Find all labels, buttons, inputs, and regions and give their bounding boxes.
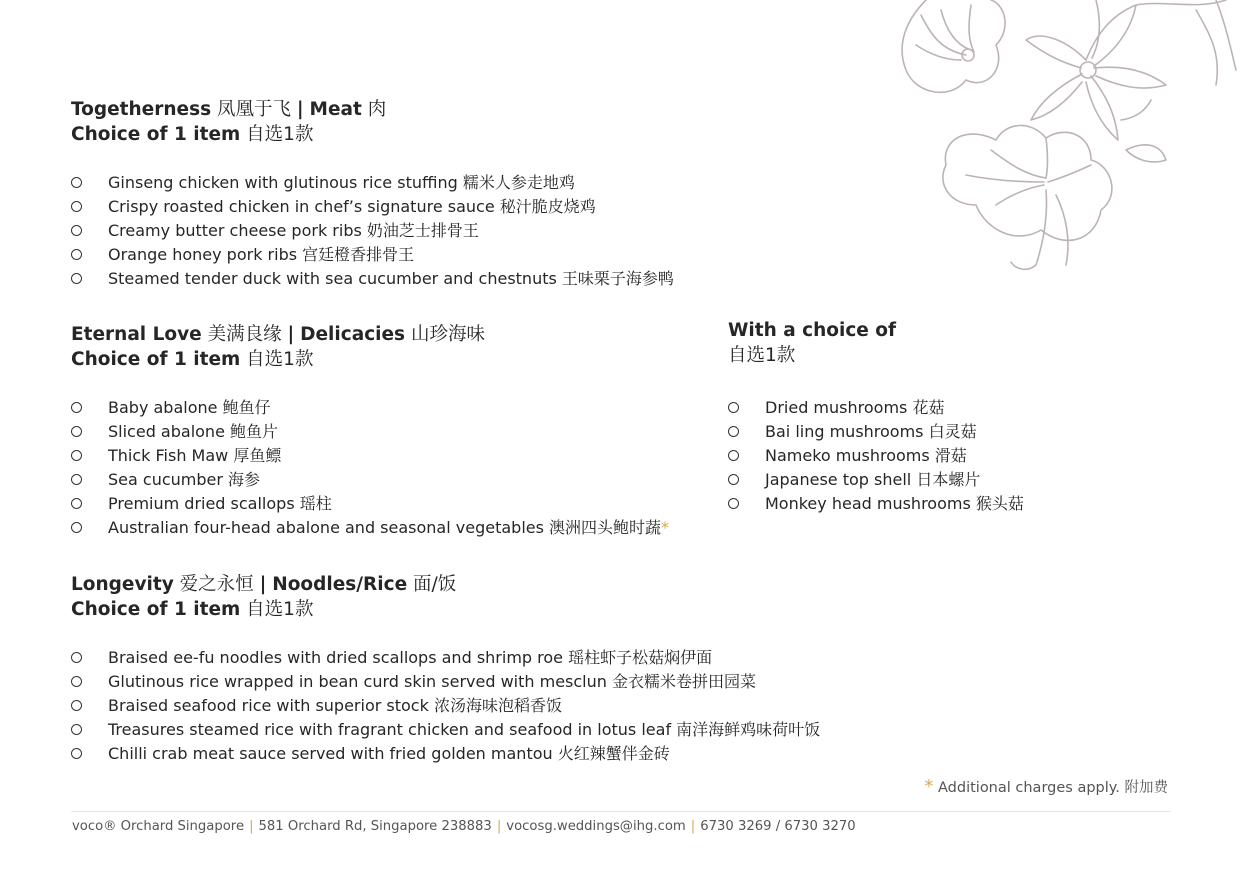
footer-separator: | xyxy=(496,819,502,834)
radio-button[interactable] xyxy=(71,177,82,188)
surcharge-note: * Additional charges apply. 附加费 xyxy=(924,776,1168,797)
radio-button[interactable] xyxy=(71,498,82,509)
radio-button[interactable] xyxy=(728,498,739,509)
radio-button[interactable] xyxy=(71,748,82,759)
footer-divider xyxy=(71,811,1171,812)
section-choice: Choice of 1 item 自选1款 xyxy=(71,349,314,370)
footer-separator: | xyxy=(249,819,254,834)
footer-email[interactable]: vocosg.weddings@ihg.com xyxy=(506,819,686,834)
radio-button[interactable] xyxy=(71,474,82,485)
footer-brand: voco® Orchard Singapore xyxy=(72,819,245,834)
radio-button[interactable] xyxy=(728,426,739,437)
radio-button[interactable] xyxy=(71,676,82,687)
radio-button[interactable] xyxy=(71,426,82,437)
radio-button[interactable] xyxy=(728,402,739,413)
radio-button[interactable] xyxy=(71,273,82,284)
radio-button[interactable] xyxy=(71,724,82,735)
floral-illustration xyxy=(896,0,1241,280)
choice-panel-title: With a choice of xyxy=(728,320,897,341)
radio-button[interactable] xyxy=(71,522,82,533)
radio-button[interactable] xyxy=(71,225,82,236)
radio-button[interactable] xyxy=(728,474,739,485)
radio-button[interactable] xyxy=(71,402,82,413)
section-title: Longevity 爱之永恒 | Noodles/Rice 面/饭 xyxy=(71,574,457,595)
section-noodles-rice: Longevity 爱之永恒 | Noodles/Rice 面/饭 Choice of 1 item 自选1款 Braised ee-fu noodles with dried scallops and shrimp roe 瑶柱虾子松菇焖伊面 Glutinous rice wrapped in bean curd skin served with mesclun 金衣糯米卷拼田园菜 Braised seafood rice with superior stock 浓汤海味泡稻香饭 Treasures steamed rice with fragrant chicken and seafood in lotus leaf 南洋海鲜鸡味荷叶饭 Chilli crab meat sauce served with fried golden mantou 火红辣蟹伴金砖 xyxy=(71,572,971,622)
choice-panel: With a choice of 自选1款 Dried mushrooms 花菇 Bai ling mushrooms 白灵菇 Nameko mushrooms 滑菇 Japanese top shell 日本螺片 Monkey head mushrooms 猴头菇 xyxy=(728,318,1168,368)
radio-button[interactable] xyxy=(71,249,82,260)
section-choice: Choice of 1 item 自选1款 xyxy=(71,599,314,620)
radio-button[interactable] xyxy=(71,652,82,663)
radio-button[interactable] xyxy=(71,201,82,212)
section-choice: Choice of 1 item 自选1款 xyxy=(71,124,314,145)
footer-phone[interactable]: 6730 3269 / 6730 3270 xyxy=(700,819,856,834)
footer xyxy=(72,819,856,834)
surcharge-mark: * xyxy=(661,518,670,537)
radio-button[interactable] xyxy=(71,450,82,461)
footer-separator: | xyxy=(690,819,696,834)
radio-button[interactable] xyxy=(71,700,82,711)
section-meat: Togetherness 凤凰于飞 | Meat 肉 Choice of 1 item 自选1款 Ginseng chicken with glutinous rice stuffing 糯米人参走地鸡 Crispy roasted chicken in chef’s signature sauce 秘汁脆皮烧鸡 Creamy butter cheese pork ribs 奶油芝士排骨王 Orange honey pork ribs 宫廷橙香排骨王 Steamed tender duck with sea cucumber and chestnuts 王味栗子海参鸭 xyxy=(71,97,691,147)
footer-address: 581 Orchard Rd, Singapore 238883 xyxy=(258,819,492,834)
choice-panel-subtitle: 自选1款 xyxy=(728,345,796,366)
section-title: Togetherness 凤凰于飞 | Meat 肉 xyxy=(71,99,387,120)
section-title: Eternal Love 美满良缘 | Delicacies 山珍海味 xyxy=(71,324,485,345)
section-delicacies: Eternal Love 美满良缘 | Delicacies 山珍海味 Choice of 1 item 自选1款 Baby abalone 鲍鱼仔 Sliced abalone 鲍鱼片 Thick Fish Maw 厚鱼鳔 Sea cucumber 海参 Premium dried scallops 瑶柱 Australian four-head abalone and seasonal vegetables 澳洲四头鲍时蔬* xyxy=(71,322,691,372)
radio-button[interactable] xyxy=(728,450,739,461)
